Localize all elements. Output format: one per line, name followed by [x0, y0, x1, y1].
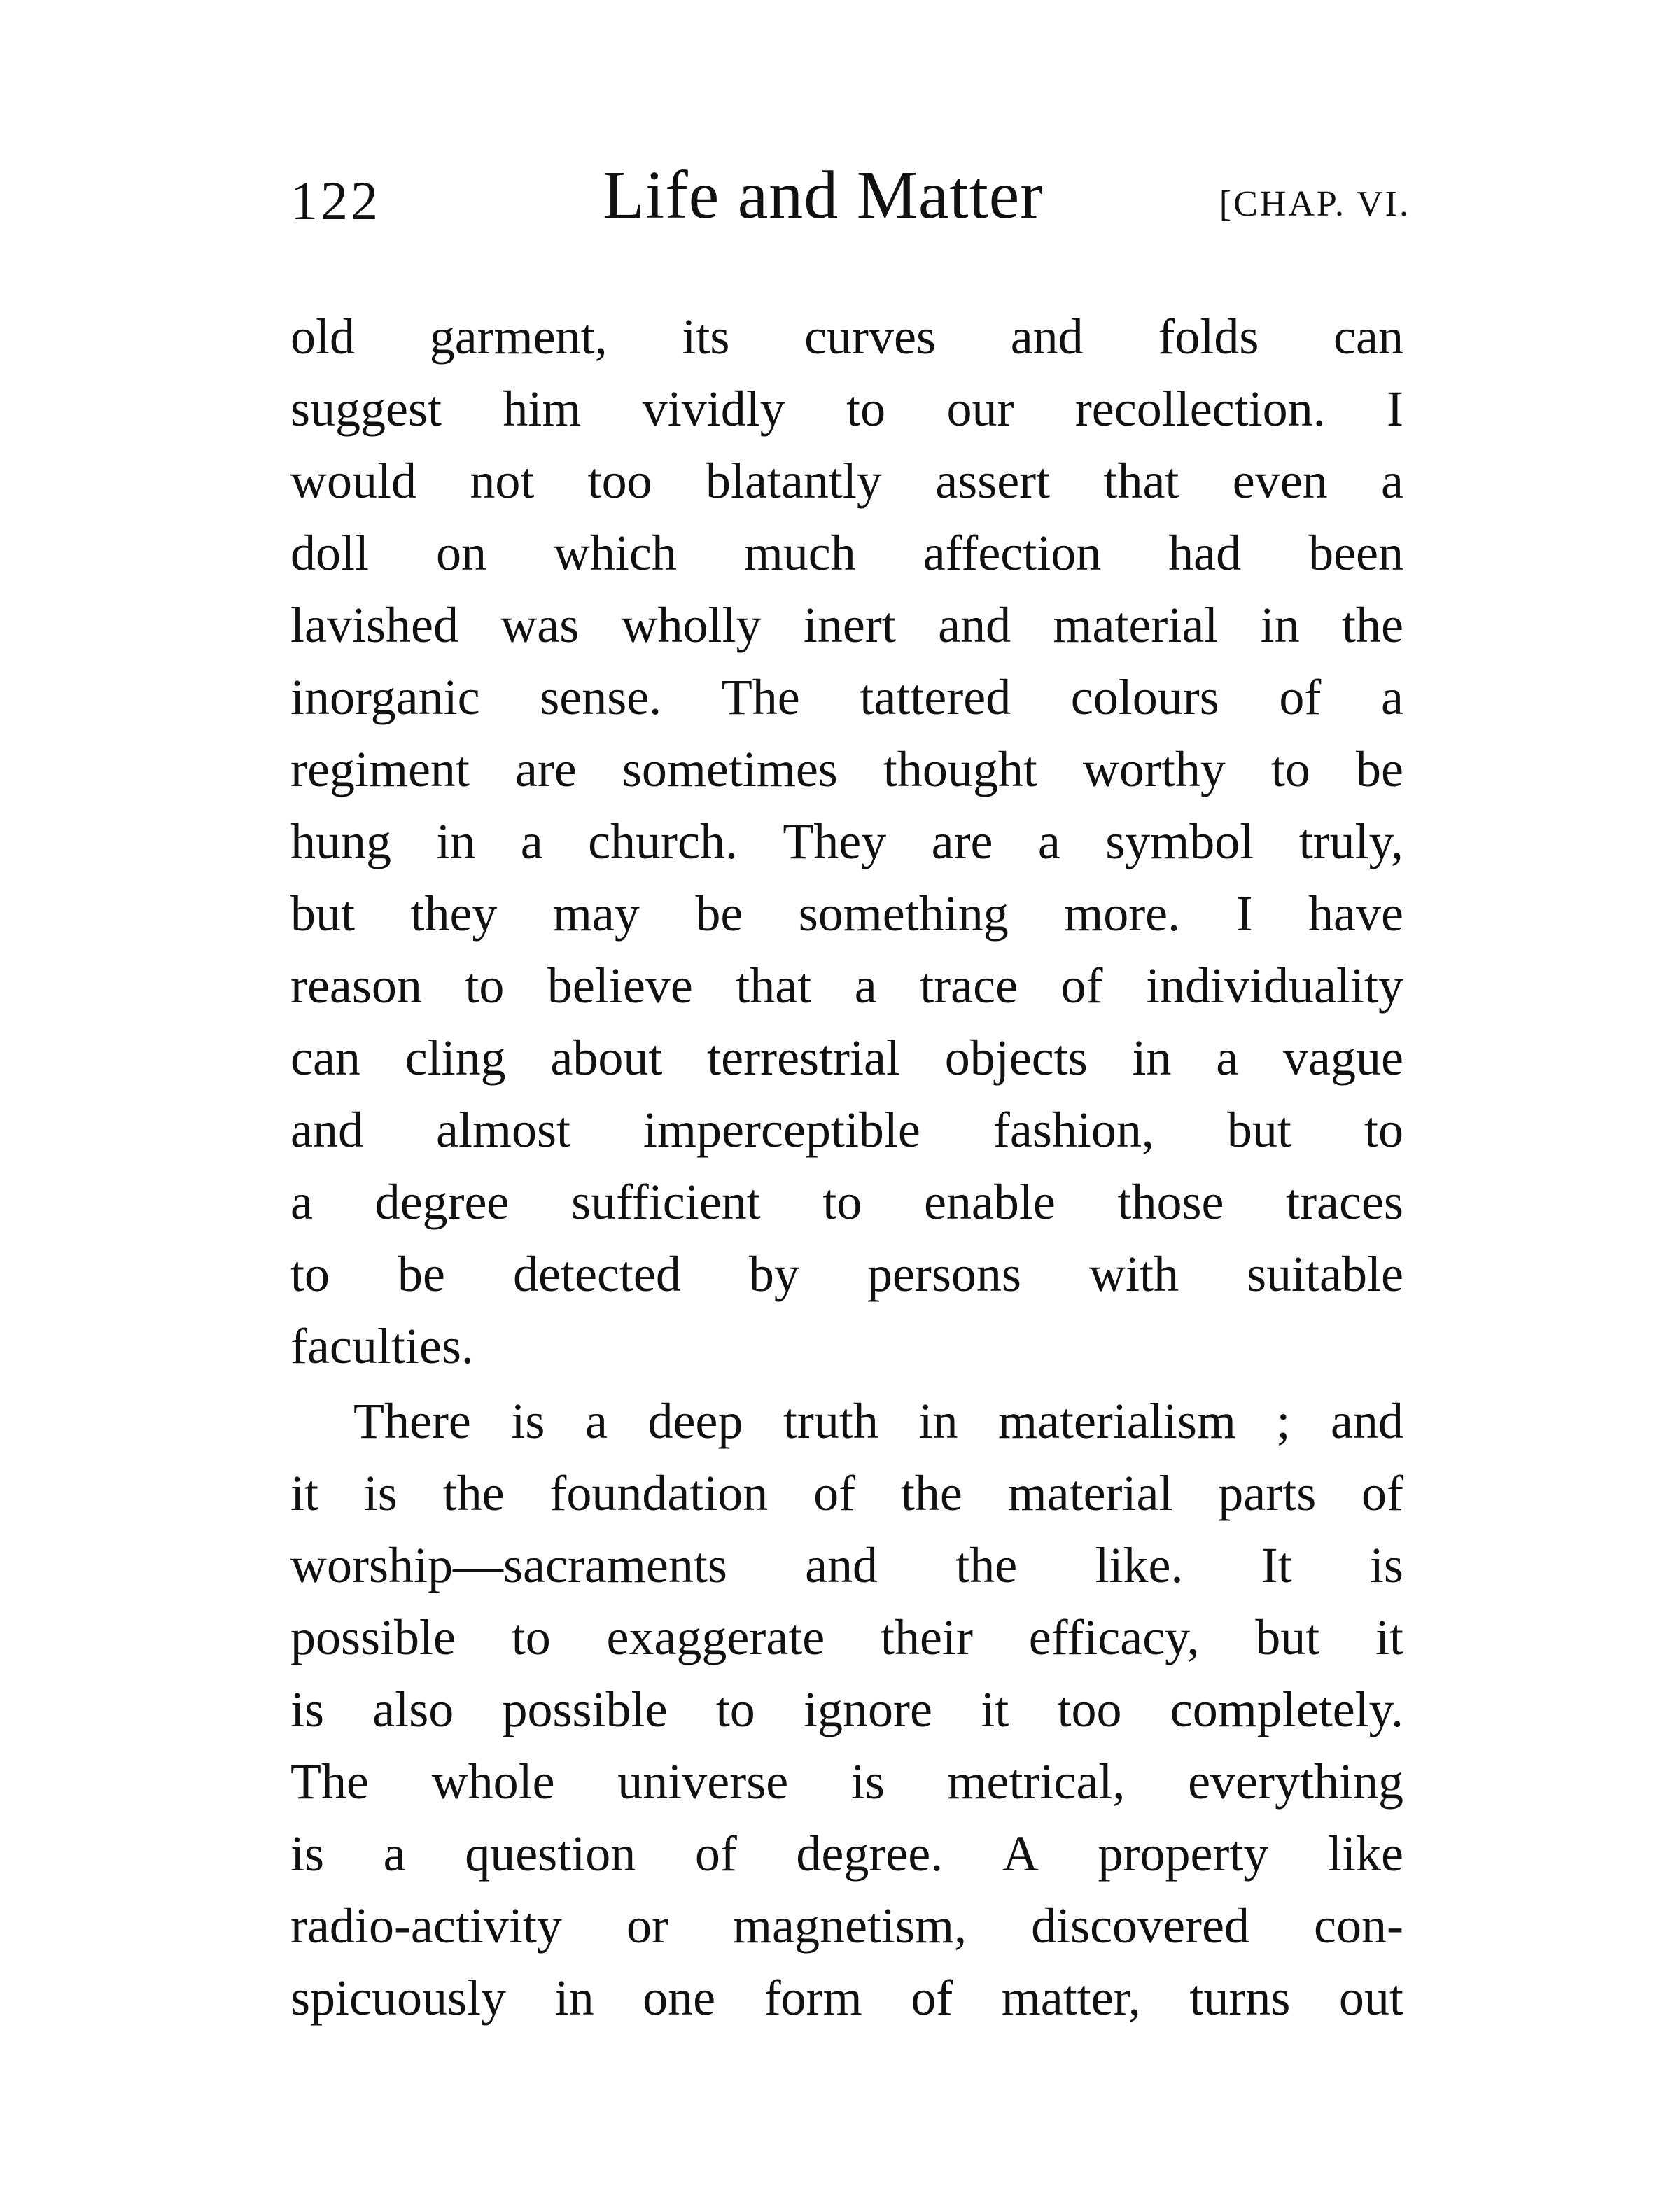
word: completely.	[1170, 1681, 1404, 1737]
word: reason	[290, 958, 422, 1014]
word: of	[813, 1465, 856, 1521]
word: turns	[1189, 1970, 1291, 2026]
text-line	[290, 301, 1404, 373]
text-line	[290, 734, 1404, 806]
word: magnetism,	[733, 1898, 967, 1954]
word: recollection.	[1074, 381, 1326, 437]
text-line	[290, 445, 1404, 517]
word: tattered	[860, 669, 1011, 725]
word: whole	[431, 1754, 555, 1809]
word: traces	[1286, 1174, 1404, 1230]
text-line	[290, 1674, 1404, 1746]
word: of	[694, 1826, 737, 1882]
word: They	[783, 813, 887, 869]
word: they	[410, 886, 498, 941]
word: had	[1168, 525, 1242, 581]
word: but	[290, 886, 356, 941]
word: and	[1010, 309, 1084, 365]
word: been	[1308, 525, 1404, 581]
text-line	[290, 1022, 1404, 1094]
word: spicuously	[290, 1970, 507, 2026]
word: be	[695, 886, 743, 941]
word: It	[1261, 1537, 1292, 1593]
word: to	[465, 958, 505, 1014]
word: a	[383, 1826, 406, 1882]
chapter-reference: [CHAP. VI.	[1219, 184, 1410, 224]
word: but	[1226, 1102, 1292, 1158]
word: degree.	[796, 1826, 944, 1882]
word: vague	[1283, 1030, 1404, 1086]
word: persons	[867, 1246, 1021, 1302]
word: with	[1088, 1246, 1179, 1302]
word: almost	[436, 1102, 570, 1158]
word: The	[290, 1754, 369, 1809]
word: is	[511, 1393, 545, 1449]
word: is	[363, 1465, 398, 1521]
text-line	[290, 589, 1404, 662]
text-line	[290, 1385, 1404, 1457]
word: radio-activity	[290, 1898, 562, 1954]
word: are	[931, 813, 993, 869]
word: garment,	[429, 309, 608, 365]
word: believe	[547, 958, 693, 1014]
word: be	[398, 1246, 446, 1302]
word: cling	[405, 1030, 506, 1086]
word: and	[290, 1102, 363, 1158]
word: regiment	[290, 741, 470, 797]
word: in	[1132, 1030, 1172, 1086]
word: sufficient	[571, 1174, 761, 1230]
word: individuality	[1146, 958, 1404, 1014]
word: is	[290, 1681, 325, 1737]
word: old	[290, 309, 356, 365]
word: too	[587, 453, 652, 509]
text-line	[290, 806, 1404, 878]
word: universe	[617, 1754, 789, 1809]
text-line	[290, 1962, 1404, 2034]
word: the	[955, 1537, 1018, 1593]
word: are	[514, 741, 577, 797]
word: or	[626, 1898, 668, 1954]
word: sense.	[540, 669, 662, 725]
word: terrestrial	[707, 1030, 900, 1086]
text-line	[290, 1530, 1404, 1602]
word: may	[552, 886, 640, 941]
word: symbol	[1105, 813, 1254, 869]
word: There	[354, 1393, 471, 1449]
word: the	[900, 1465, 962, 1521]
word: a	[290, 1174, 313, 1230]
word: was	[500, 597, 580, 653]
word: of	[1060, 958, 1103, 1014]
word: fashion,	[993, 1102, 1154, 1158]
word: vividly	[642, 381, 785, 437]
word: enable	[923, 1174, 1056, 1230]
text-line	[290, 1818, 1404, 1890]
word: metrical,	[947, 1754, 1126, 1809]
word: possible	[290, 1609, 456, 1665]
word: a	[1037, 813, 1060, 869]
word: imperceptible	[643, 1102, 920, 1158]
word: is	[850, 1754, 885, 1809]
word: its	[682, 309, 730, 365]
word: I	[1387, 381, 1404, 437]
paragraph	[290, 1385, 1404, 2034]
word: blatantly	[705, 453, 882, 509]
running-title: Life and Matter	[603, 158, 1044, 233]
word: and	[1330, 1393, 1404, 1449]
word: materialism	[997, 1393, 1236, 1449]
word: parts	[1218, 1465, 1317, 1521]
word: a	[584, 1393, 608, 1449]
word: that	[736, 958, 812, 1014]
text-line	[290, 373, 1404, 445]
word: in	[918, 1393, 958, 1449]
word: inorganic	[290, 669, 480, 725]
word: suggest	[290, 381, 442, 437]
word: con-	[1314, 1898, 1404, 1954]
word: one	[643, 1970, 716, 2026]
word: of	[911, 1970, 953, 2026]
word: degree	[374, 1174, 510, 1230]
word: can	[1334, 309, 1404, 365]
word: material	[1007, 1465, 1173, 1521]
word: doll	[290, 525, 370, 581]
word: curves	[804, 309, 936, 365]
word: and	[938, 597, 1011, 653]
word: foundation	[550, 1465, 769, 1521]
word: can	[290, 1030, 360, 1086]
word: trace	[920, 958, 1018, 1014]
word: sometimes	[622, 741, 838, 797]
word: suitable	[1247, 1246, 1404, 1302]
word: to	[822, 1174, 862, 1230]
word: truly,	[1298, 813, 1404, 869]
word: worship—sacraments	[290, 1537, 727, 1593]
word: is	[1369, 1537, 1404, 1593]
text-line	[290, 1457, 1404, 1530]
word: A	[1002, 1826, 1039, 1882]
word: have	[1308, 886, 1404, 941]
word: a	[1380, 453, 1404, 509]
word: much	[743, 525, 856, 581]
text-line	[290, 950, 1404, 1022]
word: something	[798, 886, 1009, 941]
page-header	[290, 158, 1410, 266]
word: those	[1117, 1174, 1224, 1230]
text-line	[290, 662, 1404, 734]
word: a	[854, 958, 877, 1014]
page-number: 122	[290, 170, 381, 231]
word: to	[511, 1609, 551, 1665]
word: also	[372, 1681, 454, 1737]
text-line	[290, 1094, 1404, 1166]
text-line	[290, 878, 1404, 950]
word: not	[470, 453, 535, 509]
word: truth	[783, 1393, 878, 1449]
word: be	[1355, 741, 1404, 797]
word: the	[1341, 597, 1404, 653]
word: a	[520, 813, 543, 869]
word: in	[554, 1970, 594, 2026]
word: in	[436, 813, 476, 869]
word: but	[1255, 1609, 1320, 1665]
word: ;	[1276, 1393, 1291, 1449]
word: to	[1270, 741, 1310, 797]
word: to	[846, 381, 886, 437]
word: wholly	[621, 597, 762, 653]
word: to	[715, 1681, 755, 1737]
word: inert	[803, 597, 896, 653]
word: ignore	[804, 1681, 932, 1737]
word: folds	[1158, 309, 1259, 365]
word: it	[981, 1681, 1009, 1737]
word: to	[290, 1246, 330, 1302]
word: detected	[513, 1246, 681, 1302]
word: it	[1375, 1609, 1404, 1665]
text-line	[290, 1238, 1404, 1310]
word: efficacy,	[1028, 1609, 1200, 1665]
word: would	[290, 453, 416, 509]
word: in	[1260, 597, 1300, 653]
word: property	[1098, 1826, 1269, 1882]
word: like	[1328, 1826, 1404, 1882]
text-line	[290, 1890, 1404, 1962]
word: the	[442, 1465, 505, 1521]
paragraph	[290, 301, 1404, 1382]
word: objects	[944, 1030, 1088, 1086]
word: thought	[883, 741, 1037, 797]
word: their	[881, 1609, 973, 1665]
text-line	[290, 1602, 1404, 1674]
word: is	[290, 1826, 325, 1882]
word: that	[1103, 453, 1180, 509]
word: it	[290, 1465, 319, 1521]
word: question	[465, 1826, 636, 1882]
text-line	[290, 1310, 1404, 1382]
word: church.	[588, 813, 738, 869]
word: form	[764, 1970, 862, 2026]
word: even	[1232, 453, 1328, 509]
word: to	[1364, 1102, 1404, 1158]
word: and	[805, 1537, 878, 1593]
word: assert	[935, 453, 1051, 509]
text-line	[290, 1166, 1404, 1238]
word: of	[1279, 669, 1322, 725]
word: exaggerate	[606, 1609, 825, 1665]
word: a	[1216, 1030, 1239, 1086]
word: matter,	[1001, 1970, 1141, 2026]
text-line	[290, 517, 1404, 589]
word: which	[553, 525, 677, 581]
word: The	[721, 669, 800, 725]
word: possible	[502, 1681, 668, 1737]
text-line	[290, 1746, 1404, 1818]
word: out	[1338, 1970, 1404, 2026]
word: more.	[1064, 886, 1181, 941]
body-text	[290, 301, 1404, 2034]
word: about	[550, 1030, 663, 1086]
word: too	[1057, 1681, 1122, 1737]
word: by	[748, 1246, 799, 1302]
word: worthy	[1082, 741, 1226, 797]
word: I	[1236, 886, 1253, 941]
word: affection	[923, 525, 1102, 581]
word: our	[946, 381, 1014, 437]
word: like.	[1095, 1537, 1184, 1593]
word: on	[435, 525, 486, 581]
word: hung	[290, 813, 391, 869]
word: a	[1380, 669, 1404, 725]
word: discovered	[1031, 1898, 1250, 1954]
word: colours	[1070, 669, 1219, 725]
word: of	[1362, 1465, 1404, 1521]
word: lavished	[290, 597, 458, 653]
word: him	[503, 381, 582, 437]
word: material	[1053, 597, 1219, 653]
word: deep	[648, 1393, 743, 1449]
word: everything	[1188, 1754, 1404, 1809]
word: faculties.	[290, 1318, 474, 1374]
